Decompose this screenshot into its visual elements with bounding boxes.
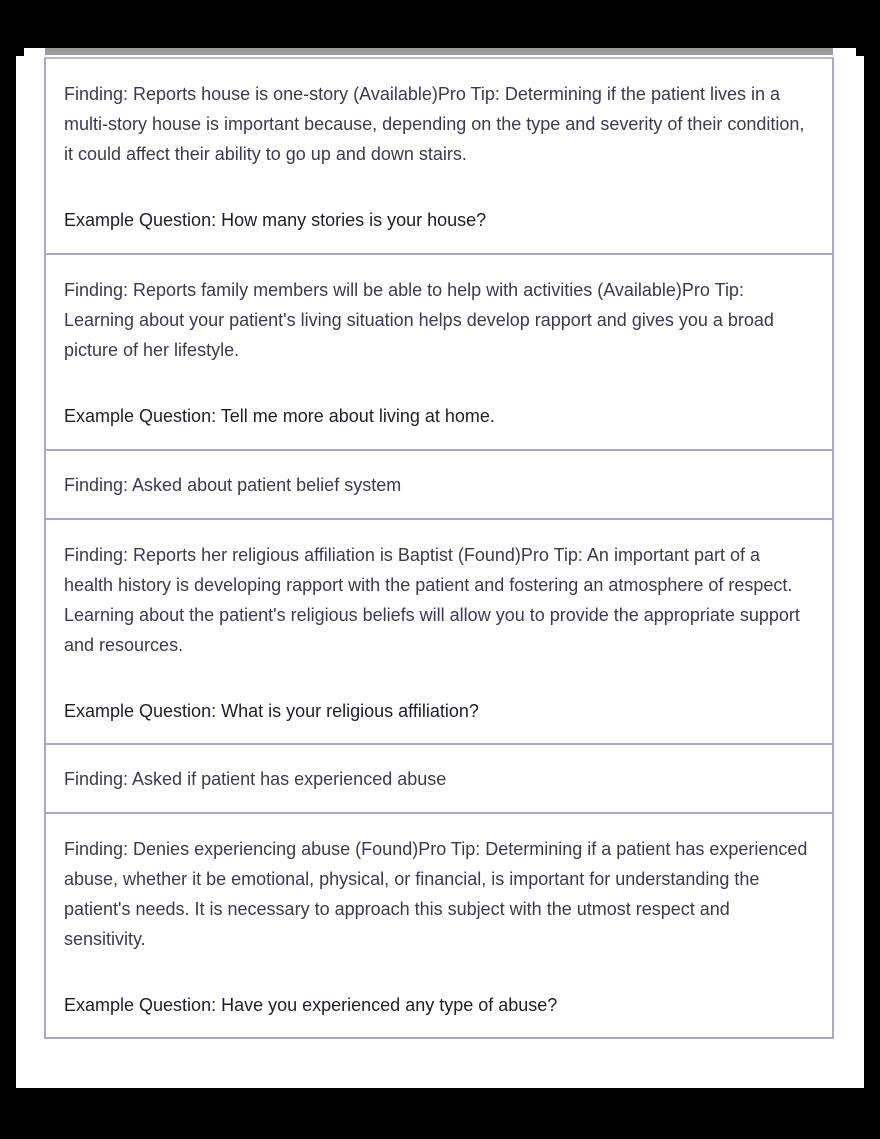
spacer: [64, 169, 814, 205]
finding-text: Finding: Asked about patient belief system: [64, 475, 402, 495]
finding-text: Finding: Denies experiencing abuse (Found)Pro Tip: Determining if a patient has experienced abuse, whether it be emotional, physical, or financial, is important for understanding the patient's needs. It is necessary to approach this subject with the utmost respect and sensitivity.: [64, 839, 808, 949]
finding-row: [46, 745, 832, 814]
finding-text: Finding: Reports family members will be able to help with activities (Available)Pro Tip: Learning about your patient's living situation helps develop rapport and gives you a broad picture of her lifestyle.: [64, 280, 774, 360]
finding-text: Finding: Reports her religious affiliation is Baptist (Found)Pro Tip: An important part of a health history is developing rapport with the patient and fostering an atmosphere of respect. Learning about the patient's religious beliefs will allow you to provide the appropriate support and resources.: [64, 545, 800, 655]
findings-table: [44, 57, 834, 1039]
spacer: [64, 954, 814, 990]
example-question: Example Question: Tell me more about living at home.: [64, 406, 495, 426]
finding-text: Finding: Reports house is one-story (Available)Pro Tip: Determining if the patient lives in a multi-story house is important because, depending on the type and severity of their condition, it could affect their ability to go up and down stairs.: [64, 84, 805, 164]
spacer: [64, 365, 814, 401]
spacer: [64, 660, 814, 696]
example-question: Example Question: How many stories is your house?: [64, 210, 487, 230]
finding-row: [46, 520, 832, 745]
example-question: Example Question: Have you experienced any type of abuse?: [64, 995, 558, 1015]
finding-row: [46, 59, 832, 255]
finding-row: [46, 451, 832, 520]
finding-row: [46, 255, 832, 451]
example-question: Example Question: What is your religious affiliation?: [64, 701, 479, 721]
horizontal-scrollbar[interactable]: [45, 48, 833, 55]
finding-row: [46, 814, 832, 1039]
finding-text: Finding: Asked if patient has experienced abuse: [64, 769, 447, 789]
